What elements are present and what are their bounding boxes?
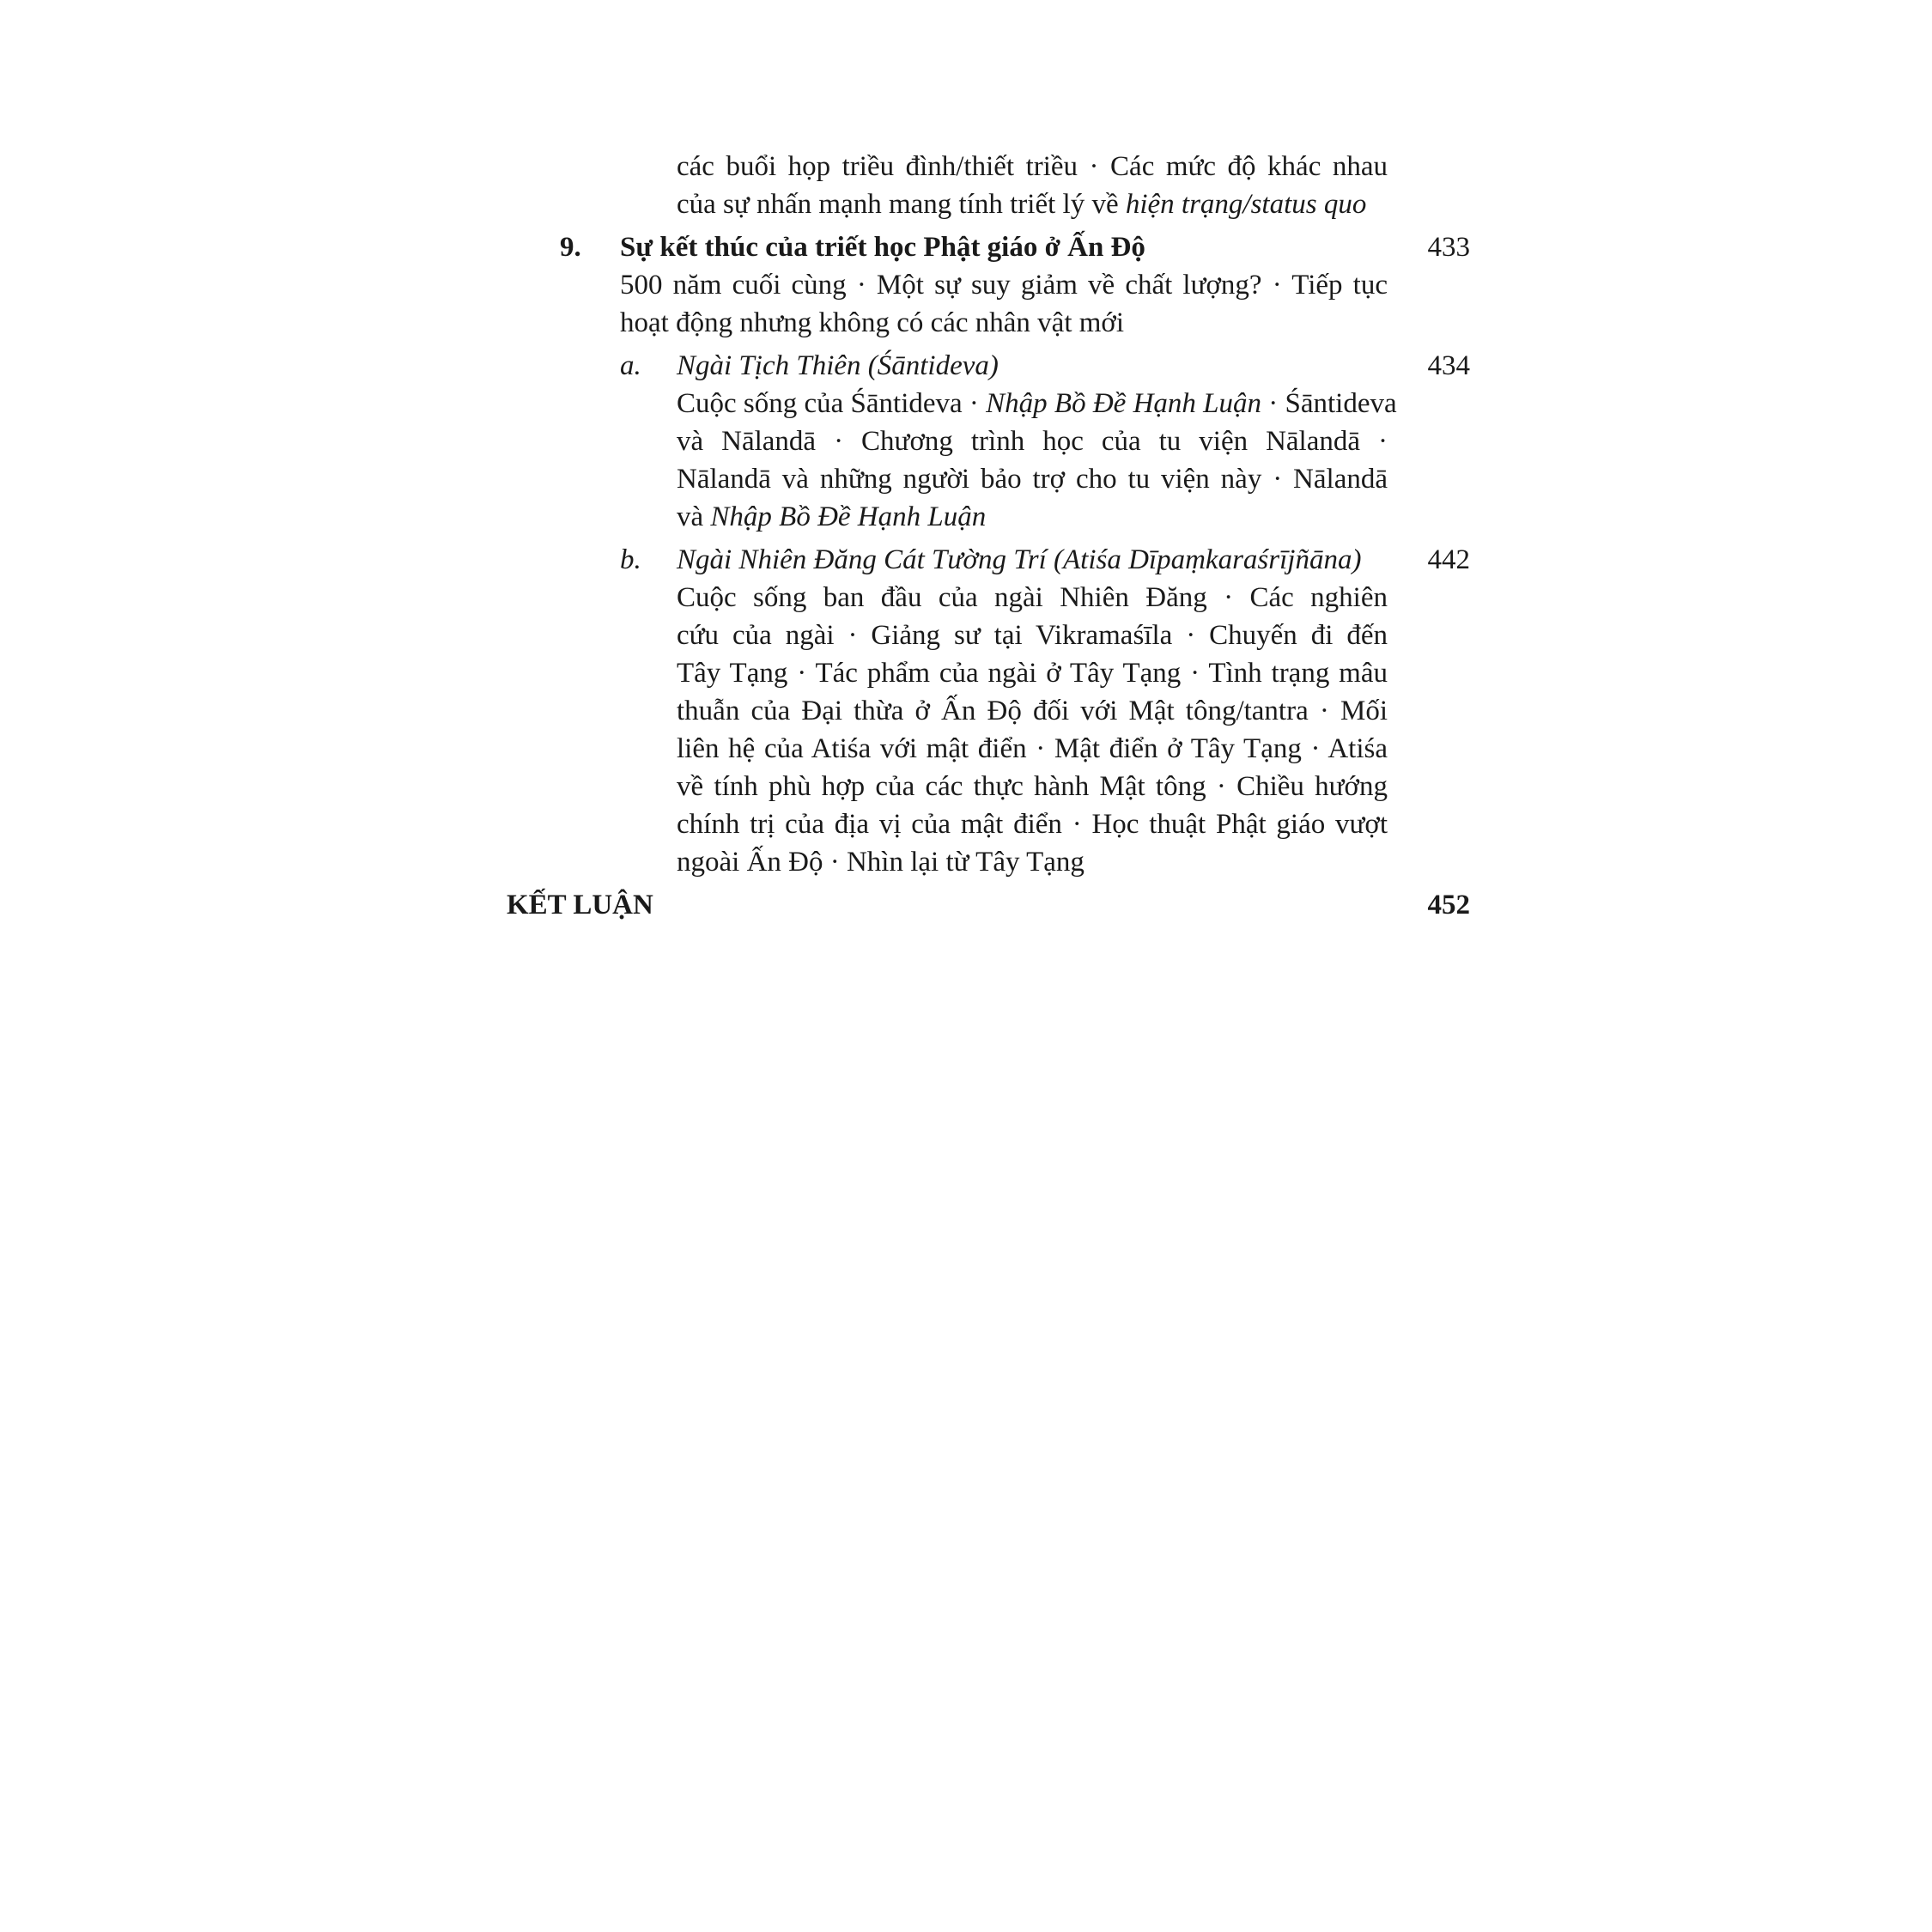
conclusion-page: 452 <box>1427 890 1470 920</box>
section-b-page: 442 <box>1427 544 1470 575</box>
section-b-line: cứu của ngài · Giảng sư tại Vikramaśīla · Chuyến đi đến <box>677 620 1388 651</box>
conclusion-title: KẾT LUẬN <box>507 890 653 920</box>
chapter-9-summary-2: hoạt động nhưng không có các nhân vật mới <box>620 307 1125 338</box>
chapter-9-summary-1: 500 năm cuối cùng · Một sự suy giảm về chất lượng? · Tiếp tục <box>620 270 1388 301</box>
continuation-text: của sự nhấn mạnh mang tính triết lý về <box>677 189 1126 220</box>
section-a-italic: Nhập Bồ Đề Hạnh Luận <box>986 388 1262 419</box>
section-b-line: Tây Tạng · Tác phẩm của ngài ở Tây Tạng · Tình trạng mâu <box>677 658 1388 689</box>
section-b-line: về tính phù hợp của các thực hành Mật tông · Chiều hướng <box>677 771 1388 802</box>
chapter-9-number: 9. <box>560 232 581 263</box>
section-a-text: Cuộc sống của Śāntideva · <box>677 388 987 419</box>
section-a-marker: a. <box>620 350 641 381</box>
section-b-line: Cuộc sống ban đầu của ngài Nhiên Đăng · Các nghiên <box>677 582 1388 613</box>
section-b-line: thuẫn của Đại thừa ở Ấn Độ đối với Mật tông/tantra · Mối <box>677 696 1388 726</box>
section-b-title: Ngài Nhiên Đăng Cát Tường Trí (Atiśa Dīpaṃkaraśrījñāna) <box>677 544 1362 575</box>
chapter-9-title: Sự kết thúc của triết học Phật giáo ở Ấn Độ <box>620 232 1145 263</box>
chapter-9-page: 433 <box>1427 232 1470 263</box>
section-a-italic: Nhập Bồ Đề Hạnh Luận <box>710 501 987 532</box>
continuation-line-1: các buổi họp triều đình/thiết triều · Các mức độ khác nhau <box>677 151 1388 182</box>
section-a-line-4 <box>677 498 1388 536</box>
section-b-line: ngoài Ấn Độ · Nhìn lại từ Tây Tạng <box>677 847 1084 878</box>
continuation-italic: hiện trạng/status quo <box>1125 189 1367 220</box>
section-a-line-1 <box>677 385 1397 422</box>
section-b-line: chính trị của địa vị của mật điển · Học thuật Phật giáo vượt <box>677 809 1388 840</box>
section-a-text: và <box>677 501 711 532</box>
section-a-line-3: Nālandā và những người bảo trợ cho tu viện này · Nālandā <box>677 464 1388 495</box>
section-b-line: liên hệ của Atiśa với mật điển · Mật điển ở Tây Tạng · Atiśa <box>677 733 1388 764</box>
section-a-title: Ngài Tịch Thiên (Śāntideva) <box>677 350 999 381</box>
section-a-text: · Śāntideva <box>1261 388 1397 419</box>
section-a-page: 434 <box>1427 350 1470 381</box>
section-b-marker: b. <box>620 544 641 575</box>
continuation-line-2 <box>677 185 1388 223</box>
section-a-line-2: và Nālandā · Chương trình học của tu viện Nālandā · <box>677 426 1388 457</box>
